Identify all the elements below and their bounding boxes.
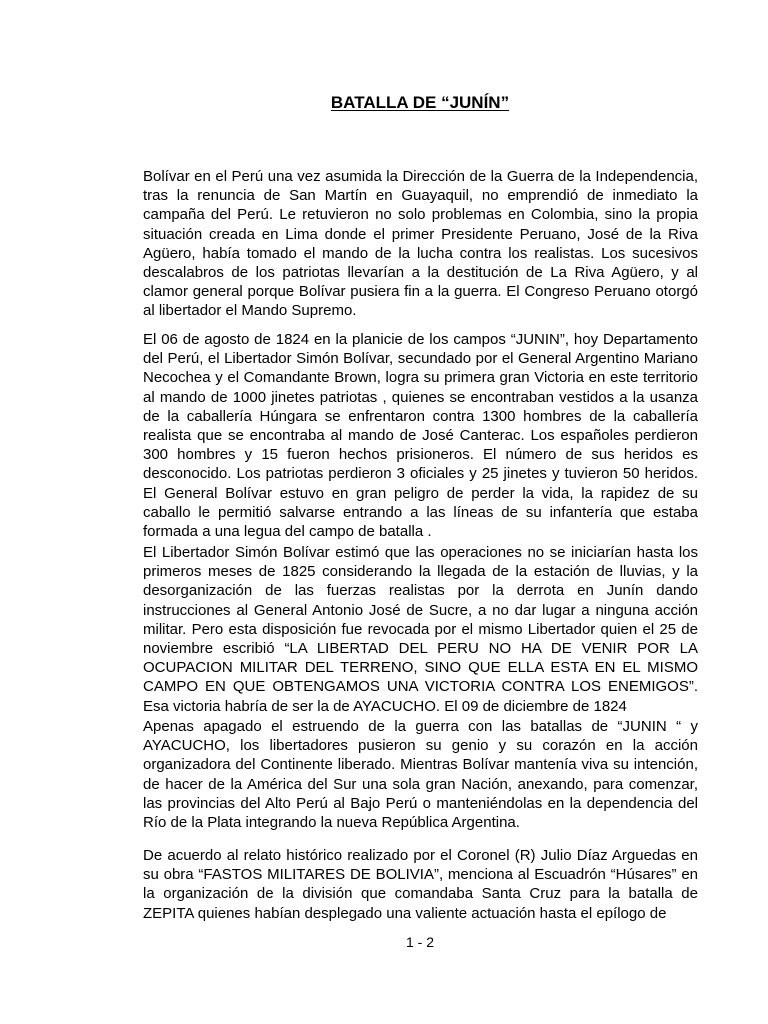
document-title: BATALLA DE “JUNÍN” (330, 93, 510, 112)
page-number: 1 - 2 (405, 934, 434, 950)
paragraph-1: Bolívar en el Perú una vez asumida la Dirección de la Guerra de la Independencia, tras la renuncia de San Martín en Guayaquil, no emprendió de inmediato la campaña del Perú. Le retuvieron no solo problemas en Colombia, sino la propia situación creada en Lima donde el primer Presidente Peruano, José de la Riva Agüero, había tomado el mando de la lucha contra los realistas. Los sucesivos descalabros de los patriotas llevarían a la destitución de La Riva Agüero, y al clamor general porque Bolívar pusiera fin a la guerra. El Congreso Peruano otorgó al libertador el Mando Supremo. (143, 168, 698, 320)
paragraph-4: Apenas apagado el estruendo de la guerra con las batallas de “JUNIN “ y AYACUCHO, los libertadores pusieron su genio y su corazón en la acción organizadora del Continente liberado. Mientras Bolívar mantenía viva su intención, de hacer de la América del Sur una sola gran Nación, anexando, para comenzar, las provincias del Alto Perú al Bajo Perú o manteniéndolas en la dependencia del Río de la Plata integrando la nueva República Argentina. (143, 718, 698, 832)
paragraph-3: El Libertador Simón Bolívar estimó que las operaciones no se iniciarían hasta los primeros meses de 1825 considerando la llegada de la estación de lluvias, y la desorganización de las fuerzas realistas por la derrota en Junín dando instrucciones al General Antonio José de Sucre, a no dar lugar a ninguna acción militar. Pero esta disposición fue revocada por el mismo Libertador quien el 25 de noviembre escribió “LA LIBERTAD DEL PERU NO HA DE VENIR POR LA OCUPACION MILITAR DEL TERRENO, SINO QUE ELLA ESTA EN EL MISMO CAMPO EN QUE OBTENGAMOS UNA VICTORIA CONTRA LOS ENEMIGOS”. Esa victoria habría de ser la de AYACUCHO. El 09 de diciembre de 1824 (143, 544, 698, 715)
paragraph-5: De acuerdo al relato histórico realizado por el Coronel (R) Julio Díaz Arguedas en su obra “FASTOS MILITARES DE BOLIVIA”, menciona al Escuadrón “Húsares” en la organización de la división que comandaba Santa Cruz para la batalla de ZEPITA quienes habían desplegado una valiente actuación hasta el epílogo de (143, 847, 698, 922)
paragraph-2: El 06 de agosto de 1824 en la planicie de los campos “JUNIN”, hoy Departamento del Perú, el Libertador Simón Bolívar, secundado por el General Argentino Mariano Necochea y el Comandante Brown, logra su primera gran Victoria en este territorio al mando de 1000 jinetes patriotas , quienes se encontraban vestidos a la usanza de la caballería Húngara se enfrentaron contra 1300 hombres de la caballería realista que se encontraba al mando de José Canterac. Los españoles perdieron 300 hombres y 15 fueron hechos prisioneros. El número de sus heridos es desconocido. Los patriotas perdieron 3 oficiales y 25 jinetes y tuvieron 50 heridos. El General Bolívar estuvo en gran peligro de perder la vida, la rapidez de su caballo le permitió salvarse entrando a las líneas de su infantería que estaba formada a una legua del campo de batalla . (143, 331, 698, 541)
